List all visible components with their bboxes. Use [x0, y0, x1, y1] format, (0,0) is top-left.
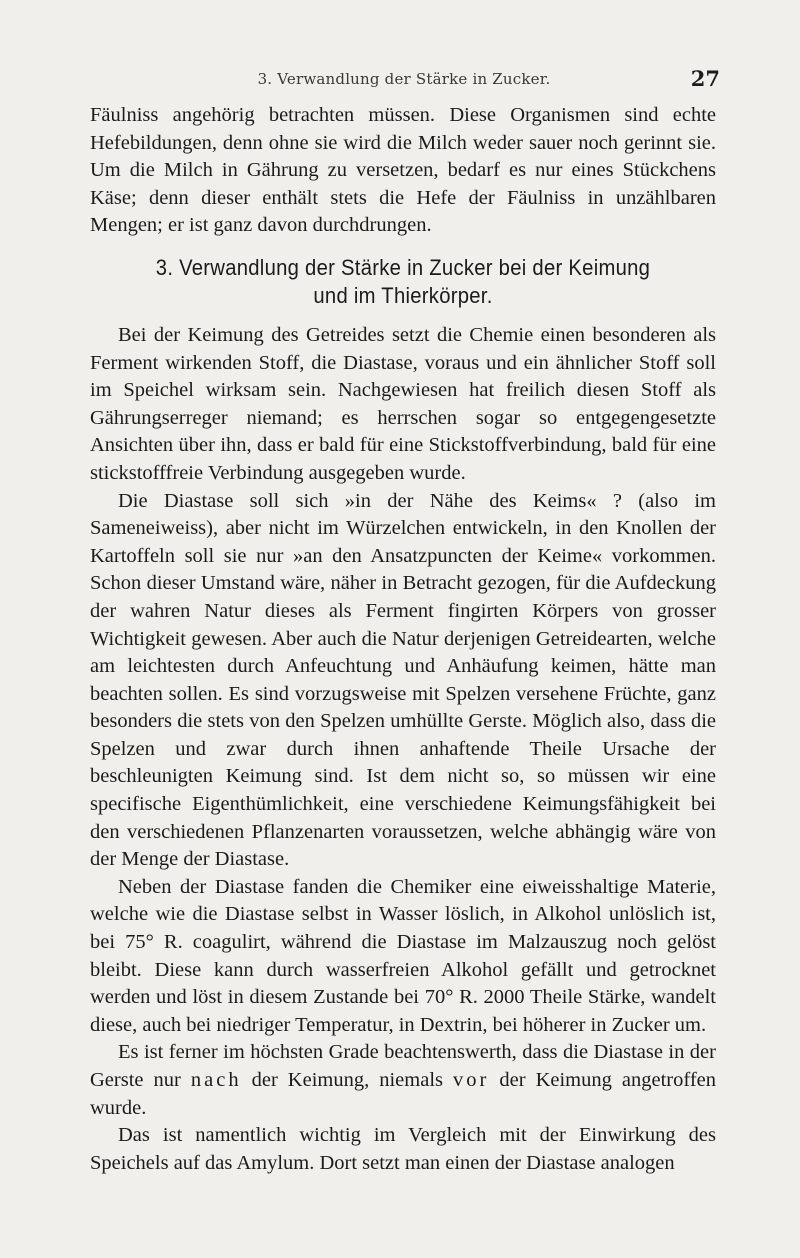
paragraph-continuation: Fäulniss angehörig betrachten müssen. Diese Organismen sind echte Hefebildungen, denn ohne sie wird die Milch weder sauer noch gerinnt sie. Um die Milch in Gährung zu versetzen, bedarf es nur eines Stückchens Käse; denn dieser enthält stets die Hefe der Fäulniss in unzählbaren Mengen; er ist ganz davon durchdrungen. — [90, 104, 716, 237]
paragraph-gerste-part-1: Es ist ferner im höchsten Grade beachtenswerth, dass die Diastase in der Gerste nur — [90, 1041, 716, 1091]
section-heading-line-2: und im Thierkörper. — [313, 282, 493, 308]
section-heading — [121, 254, 684, 310]
emphasis-nach: nach — [190, 1069, 242, 1091]
body-text — [90, 102, 716, 1177]
section-heading-line-1: 3. Verwandlung der Stärke in Zucker bei der Keimung — [155, 254, 651, 280]
paragraph-diastase: Die Diastase soll sich »in der Nähe des Keims« ? (also im Sameneiweiss), aber nicht im Würzelchen entwickeln, in den Knollen der Kartoffeln soll sie nur »an den Ansatzpuncten der Keime« vorkommen. Schon dieser Umstand wäre, näher in Betracht gezogen, für die Aufdeckung der wahren Natur dieses als Ferment fingirten Körpers von grosser Wichtigkeit gewesen. Aber auch die Natur derjenigen Getreidearten, welche am leichtesten durch Anfeuchtung und Anhäufung keimen, hätte man beachten sollen. Es sind vorzugsweise mit Spelzen versehene Früchte, ganz besonders die stets von den Spelzen umhüllte Gerste. Möglich also, dass die Spelzen und zwar durch ihnen anhaftende Theile Ursache der beschleunigten Keimung sind. Ist dem nicht so, so müssen wir eine specifische Eigenthümlichkeit, eine verschiedene Keimungsfähigkeit bei den verschiedenen Pflanzenarten voraussetzen, welche abhängig wäre von der Menge der Diastase. — [90, 489, 716, 871]
page-number: 27 — [690, 66, 720, 91]
running-title: 3. Verwandlung der Stärke in Zucker. — [257, 70, 551, 88]
paragraph-gerste-part-3: der Keimung angetroffen wurde. — [90, 1069, 716, 1119]
emphasis-vor: vor — [453, 1069, 490, 1091]
running-head — [88, 66, 720, 94]
paragraph-keimung: Bei der Keimung des Getreides setzt die Chemie einen besonderen als Ferment wirkenden Stoff, die Diastase, voraus und ein ähnlicher Stoff soll im Speichel wirksam sein. Nachgewiesen hat freilich diesen Stoff als Gährungserreger niemand; es herrschen sogar so entgegengesetzte Ansichten über ihn, dass er bald für eine Stickstoffverbindung, bald für eine stickstofffreie Verbindung ausgegeben wurde. — [90, 323, 716, 484]
paragraph-speichel: Das ist namentlich wichtig im Vergleich mit der Einwirkung des Speichels auf das Amylum. Dort setzt man einen der Diastase analogen — [90, 1124, 716, 1174]
paragraph-gerste — [90, 1039, 716, 1122]
paragraph-eiweiss: Neben der Diastase fanden die Chemiker eine eiweisshaltige Materie, welche wie die Diastase selbst in Wasser löslich, in Alkohol unlöslich ist, bei 75° R. coagulirt, während die Diastase im Malzauszug noch gelöst bleibt. Diese kann durch wasserfreien Alkohol gefällt und getrocknet werden und löst in diesem Zustande bei 70° R. 2000 Theile Stärke, wandelt diese, auch bei niedriger Temperatur, in Dextrin, bei höherer in Zucker um. — [90, 875, 716, 1036]
paragraph-gerste-part-2: der Keimung, niemals — [241, 1069, 454, 1091]
